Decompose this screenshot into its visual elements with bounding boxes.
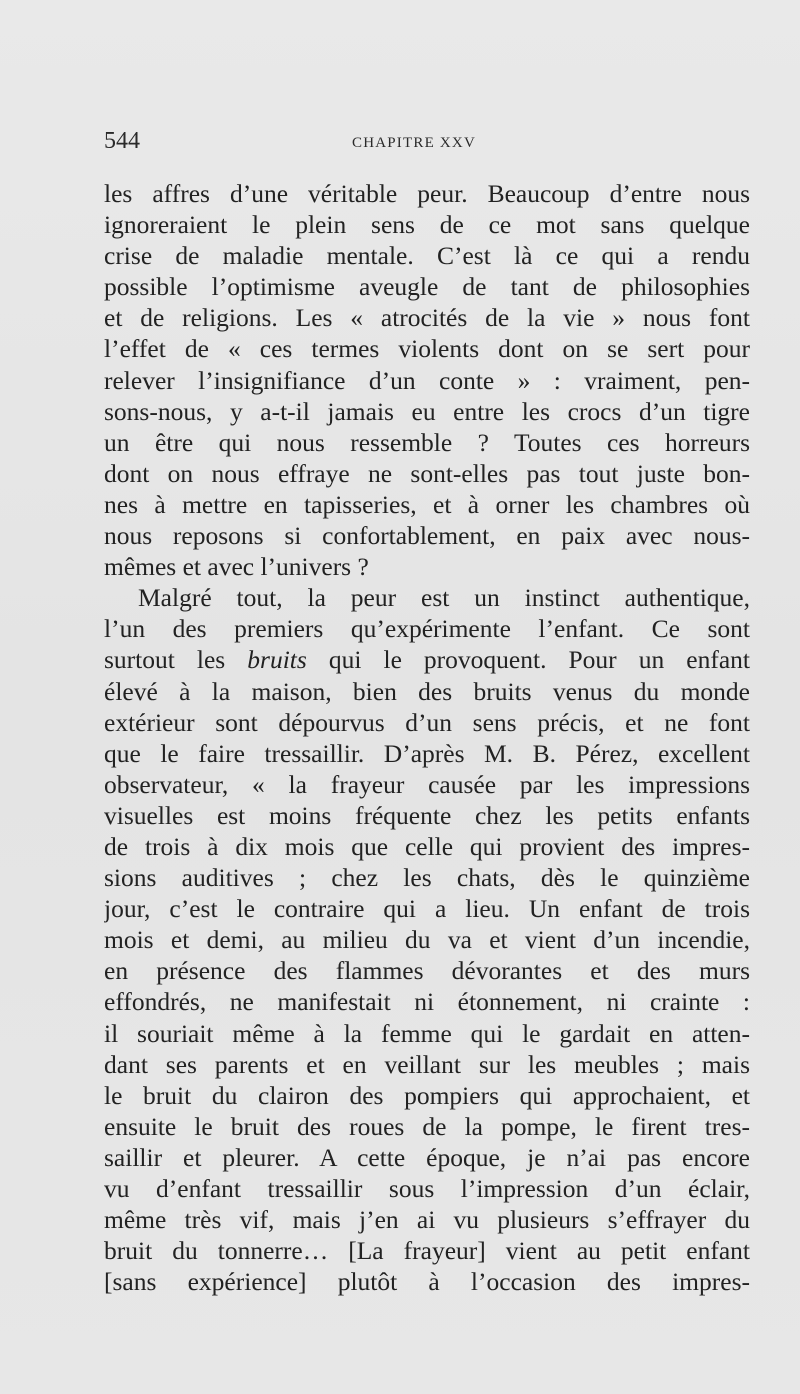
- text-line: un être qui nous ressemble ? Toutes ces horreurs: [104, 427, 750, 457]
- text-line: en présence des flammes dévorantes et des murs: [104, 956, 750, 986]
- text-line: que le faire tressaillir. D’après M. B. Pérez, excellent: [104, 738, 750, 768]
- text-line: le bruit du clairon des pompiers qui approchaient, et: [104, 1080, 750, 1110]
- text-line: élevé à la maison, bien des bruits venus du monde: [104, 676, 750, 706]
- text-line: mois et demi, au milieu du va et vient d’un incendie,: [104, 925, 750, 955]
- text-line: de trois à dix mois que celle qui provient des impres-: [104, 831, 750, 861]
- text-line: extérieur sont dépourvus d’un sens précis, et ne font: [104, 707, 750, 737]
- text-line: dant ses parents et en veillant sur les meubles ; mais: [104, 1049, 750, 1079]
- text-line: et de religions. Les « atrocités de la vie » nous font: [104, 303, 750, 333]
- text-line: effondrés, ne manifestait ni étonnement, ni crainte :: [104, 987, 750, 1017]
- text-line: l’un des premiers qu’expérimente l’enfant. Ce sont: [104, 614, 750, 644]
- paragraph-start-line: Malgré tout, la peur est un instinct authentique,: [138, 583, 750, 613]
- text-line: il souriait même à la femme qui le gardait en atten-: [104, 1018, 750, 1048]
- text-line: vu d’enfant tressaillir sous l’impression d’un éclair,: [104, 1174, 750, 1203]
- text-segment: qui le provoquent. Pour un enfant: [306, 645, 750, 675]
- page-header: [104, 128, 754, 162]
- paragraph-end-line: mêmes et avec l’univers ?: [104, 552, 369, 582]
- text-line: dont on nous effraye ne sont-elles pas tout juste bon-: [104, 458, 750, 488]
- text-line: relever l’insignifiance d’un conte » : vraiment, pen-: [104, 365, 750, 395]
- text-line: jour, c’est le contraire qui a lieu. Un enfant de trois: [104, 894, 750, 924]
- italic-word: bruits: [247, 645, 307, 675]
- text-line: sions auditives ; chez les chats, dès le quinzième: [104, 863, 750, 893]
- text-line: saillir et pleurer. A cette époque, je n’ai pas encore: [104, 1142, 750, 1172]
- text-line: même très vif, mais j’en ai vu plusieurs s’effrayer du: [104, 1205, 750, 1235]
- running-head: CHAPITRE XXV: [352, 135, 476, 151]
- text-line: [sans expérience] plutôt à l’occasion des impres-: [104, 1267, 750, 1297]
- text-line: visuelles est moins fréquente chez les petits enfants: [104, 800, 750, 830]
- text-line: nous reposons si confortablement, en paix avec nous-: [104, 521, 750, 551]
- text-line: observateur, « la frayeur causée par les impressions: [104, 769, 750, 799]
- text-line-with-italic: [104, 644, 750, 675]
- text-line: l’effet de « ces termes violents dont on se sert pour: [104, 334, 750, 364]
- text-line: nes à mettre en tapisseries, et à orner les chambres où: [104, 489, 750, 519]
- body-text: [104, 178, 750, 1297]
- text-line: sons-nous, y a-t-il jamais eu entre les crocs d’un tigre: [104, 396, 750, 426]
- text-line: possible l’optimisme aveugle de tant de philosophies: [104, 272, 750, 302]
- text-line: les affres d’une véritable peur. Beaucoup d’entre nous: [104, 179, 750, 208]
- text-segment: surtout les: [104, 645, 248, 675]
- page-number: 544: [104, 128, 140, 154]
- text-line: ignoreraient le plein sens de ce mot sans quelque: [104, 210, 750, 240]
- text-line: ensuite le bruit des roues de la pompe, le firent tres-: [104, 1111, 750, 1141]
- text-line: bruit du tonnerre… [La frayeur] vient au petit enfant: [104, 1236, 750, 1266]
- text-line: crise de maladie mentale. C’est là ce qui a rendu: [104, 241, 750, 271]
